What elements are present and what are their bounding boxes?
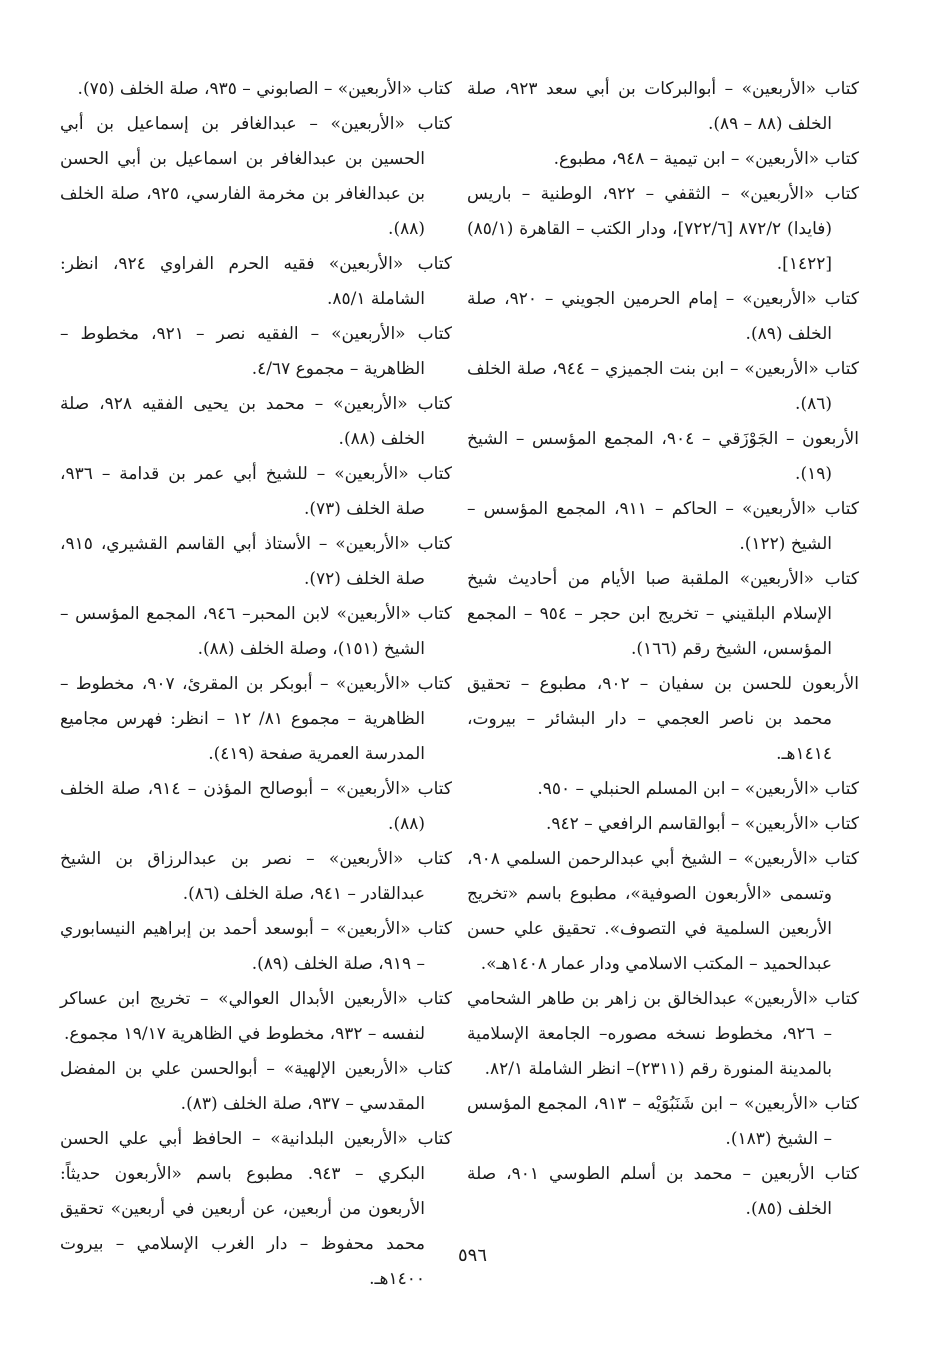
bibliography-entry: كتاب «الأربعين» – ابن بنت الجميزي – ٩٤٤، صلة الخلف (٨٦). (467, 359, 859, 414)
bibliography-entry: الأربعون للحسن بن سفيان – ٩٠٢، مطبوع – تحقيق محمد بن ناصر العجمي – دار البشائر – بيروت، ١٤١٤هـ. (467, 674, 859, 764)
bibliography-entry: كتاب «الأربعين» الملقبة صبا الأيام من أحاديث شيخ الإسلام البلقيني – تخريج ابن حجر – ٩٥٤ – المجمع المؤسس، الشيخ رقم (١٦٦). (467, 569, 859, 659)
right-column (467, 72, 859, 1227)
bibliography-entry: كتاب «الأربعين» – عبدالغافر بن إسماعيل بن أبي الحسين بن عبدالغافر بن اسماعيل بن أبي الحسن بن عبدالغافر بن مخرمة الفارسي، ٩٢٥، صلة الخلف (٨٨). (60, 114, 452, 239)
bibliography-entry: الأربعون – الجَوْزَقي – ٩٠٤، المجمع المؤسس – الشيخ (١٩). (467, 429, 859, 484)
page-number: ٥٩٦ (457, 1245, 487, 1266)
bibliography-entry: كتاب «الأربعين» – ابن تيمية – ٩٤٨، مطبوع. (553, 149, 859, 169)
bibliography-entry: كتاب «الأربعين» – الثقفي – ٩٢٢، الوطنية – باريس (فايدا) ٨٧٢/٢ [٧٢٢/٦]، ودار الكتب – القاهرة (٨٥/١) [١٤٢٢]. (467, 184, 859, 274)
bibliography-entry: كتاب «الأربعين الأبدال العوالي» – تخريج ابن عساكر لنفسه – ٩٣٢، مخطوط في الظاهرية ١٩/١٧ مجموع. (60, 989, 452, 1044)
bibliography-entry: كتاب «الأربعين» – أبوسعد أحمد بن إبراهيم النيسابوري – ٩١٩، صلة الخلف (٨٩). (60, 919, 452, 974)
bibliography-entry: كتاب «الأربعين» – ابن شَنَبُوَيْه – ٩١٣، المجمع المؤسس – الشيخ (١٨٣). (467, 1094, 859, 1149)
bibliography-entry: كتاب «الأربعين البلدانية» – الحافظ أبي علي الحسن البكري – ٩٤٣. مطبوع باسم «الأربعون حديثاً: الأربعون من أربعين، عن أربعين في أربعين» تحقيق محمد محفوظ – دار الغرب الإسلامي – بيروت ١٤٠٠هـ. (60, 1129, 452, 1289)
left-column (60, 72, 452, 1297)
bibliography-entry: كتاب «الأربعين» – الشيخ أبي عبدالرحمن السلمي ٩٠٨، وتسمى «الأربعون الصوفية»، مطبوع باسم «تخريج الأربعين السلمية في التصوف». تحقيق علي حسن عبدالحميد – المكتب الاسلامي ودار عمار ١٤٠٨هـ». (467, 849, 859, 974)
bibliography-entry: كتاب «الأربعين» – ابن المسلم الحنبلي – ٩٥٠. (537, 779, 859, 799)
bibliography-entry: كتاب «الأربعين» – محمد بن يحيى الفقيه ٩٢٨، صلة الخلف (٨٨). (60, 394, 452, 449)
bibliography-entry: كتاب «الأربعين» – أبوالقاسم الرافعي – ٩٤٢. (545, 814, 859, 834)
bibliography-entry: كتاب «الأربعين» – الأستاذ أبي القاسم القشيري، ٩١٥، صلة الخلف (٧٢). (60, 534, 452, 589)
bibliography-entry: كتاب «الأربعين» – الصابوني – ٩٣٥، صلة الخلف (٧٥). (77, 79, 452, 99)
bibliography-entry: كتاب «الأربعين» – أبوبكر بن المقرئ، ٩٠٧، مخطوط – الظاهرية – مجموع ٨١/ ١٢ – انظر: فهرس مجاميع المدرسة العمرية صفحة (٤١٩). (60, 674, 452, 764)
bibliography-entry: كتاب «الأربعين» – للشيخ أبي عمر بن قدامة – ٩٣٦، صلة الخلف (٧٣). (60, 464, 452, 519)
bibliography-entry: كتاب «الأربعين» عبدالخالق بن زاهر بن طاهر الشحامي – ٩٢٦، مخطوط نسخه مصوره– الجامعة الإسلامية بالمدينة المنورة رقم (٢٣١١)– انظر الشاملة ٨٢/١. (467, 989, 859, 1079)
bibliography-entry: كتاب «الأربعين» – نصر بن عبدالرزاق بن الشيخ عبدالقادر – ٩٤١، صلة الخلف (٨٦). (60, 849, 452, 904)
bibliography-entry: كتاب «الأربعين» – أبوصالح المؤذن – ٩١٤، صلة الخلف (٨٨). (60, 779, 452, 834)
bibliography-entry: كتاب «الأربعين» لابن المحبر– ٩٤٦، المجمع المؤسس – الشيخ (١٥١)، وصلة الخلف (٨٨). (60, 604, 452, 659)
bibliography-entry: كتاب «الأربعين» – إمام الحرمين الجويني – ٩٢٠، صلة الخلف (٨٩). (467, 289, 859, 344)
bibliography-entry: كتاب «الأربعين» – أبوالبركات بن أبي سعد ٩٢٣، صلة الخلف (٨٨ – ٨٩). (467, 79, 859, 134)
bibliography-entry: كتاب «الأربعين» فقيه الحرم الفراوي ٩٢٤، انظر: الشاملة ٨٥/١. (60, 254, 452, 309)
bibliography-entry: كتاب الأربعين – محمد بن أسلم الطوسي ٩٠١، صلة الخلف (٨٥). (467, 1164, 859, 1219)
bibliography-entry: كتاب «الأربعين الإلهية» – أبوالحسن علي بن المفضل المقدسي – ٩٣٧، صلة الخلف (٨٣). (60, 1059, 452, 1114)
bibliography-entry: كتاب «الأربعين» – الحاكم – ٩١١، المجمع المؤسس – الشيخ (١٢٢). (467, 499, 859, 554)
bibliography-entry: كتاب «الأربعين» – الفقيه نصر – ٩٢١، مخطوط – الظاهرية – مجموع ٤/٦٧. (60, 324, 452, 379)
